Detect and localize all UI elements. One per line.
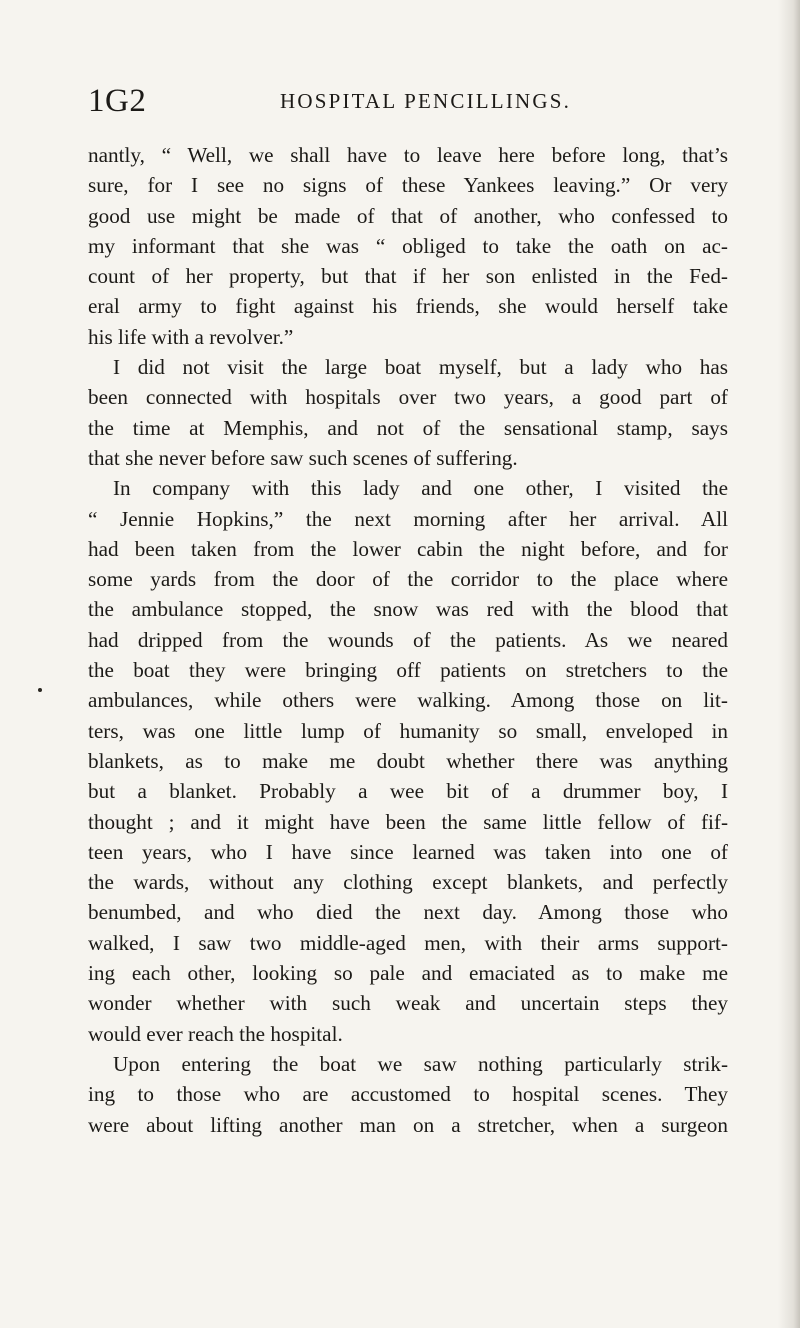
page-header [88,76,728,126]
text-line: eral army to fight against his friends, she would herself take [88,294,728,319]
text-line: the ambulance stopped, the snow was red with the blood that [88,597,728,622]
text-line: thought ; and it might have been the same little fellow of fif- [88,809,728,834]
page-number: 1G2 [88,83,147,119]
text-line: In company with this lady and one other, I visited the [113,476,728,501]
text-line: benumbed, and who died the next day. Among those who [88,900,728,925]
margin-mark [38,688,42,692]
text-line: his life with a revolver.” [88,324,294,349]
text-line: been connected with hospitals over two years, a good part of [88,385,728,410]
page-edge-shadow [778,0,800,1328]
text-line: blankets, as to make me doubt whether there was anything [88,748,728,773]
text-line: count of her property, but that if her son enlisted in the Fed- [88,264,728,289]
text-line: the boat they were bringing off patients on stretchers to the [88,658,728,683]
text-line: I did not visit the large boat myself, but a lady who has [113,355,728,380]
text-line: sure, for I see no signs of these Yankees leaving.” Or very [88,173,728,198]
text-line: wonder whether with such weak and uncertain steps they [88,991,728,1016]
text-line: nantly, “ Well, we shall have to leave here before long, that’s [88,143,728,167]
text-line: the time at Memphis, and not of the sensational stamp, says [88,415,728,440]
text-line: my informant that she was “ obliged to take the oath on ac- [88,233,728,258]
body-text [88,140,728,1140]
text-line: ing each other, looking so pale and emaciated as to make me [88,961,728,986]
text-line: ters, was one little lump of humanity so small, enveloped in [88,718,728,743]
text-line: would ever reach the hospital. [88,1021,343,1046]
running-head: HOSPITAL PENCILLINGS. [280,89,572,113]
text-line: ambulances, while others were walking. Among those on lit- [88,688,728,713]
text-line: the wards, without any clothing except blankets, and perfectly [88,870,728,895]
text-line: some yards from the door of the corridor to the place where [88,567,728,592]
text-line: that she never before saw such scenes of suffering. [88,445,518,470]
text-line: but a blanket. Probably a wee bit of a drummer boy, I [88,779,728,804]
text-line: ing to those who are accustomed to hospital scenes. They [88,1082,728,1107]
text-line: teen years, who I have since learned was taken into one of [88,839,728,864]
text-line: had dripped from the wounds of the patients. As we neared [88,627,728,652]
text-line: Upon entering the boat we saw nothing particularly strik- [113,1051,728,1076]
text-line: were about lifting another man on a stretcher, when a surgeon [88,1112,728,1137]
text-line: “ Jennie Hopkins,” the next morning after her arrival. All [88,506,728,531]
text-line: had been taken from the lower cabin the night before, and for [88,536,728,561]
text-line: walked, I saw two middle-aged men, with their arms support- [88,930,728,955]
text-line: good use might be made of that of another, who confessed to [88,203,728,228]
